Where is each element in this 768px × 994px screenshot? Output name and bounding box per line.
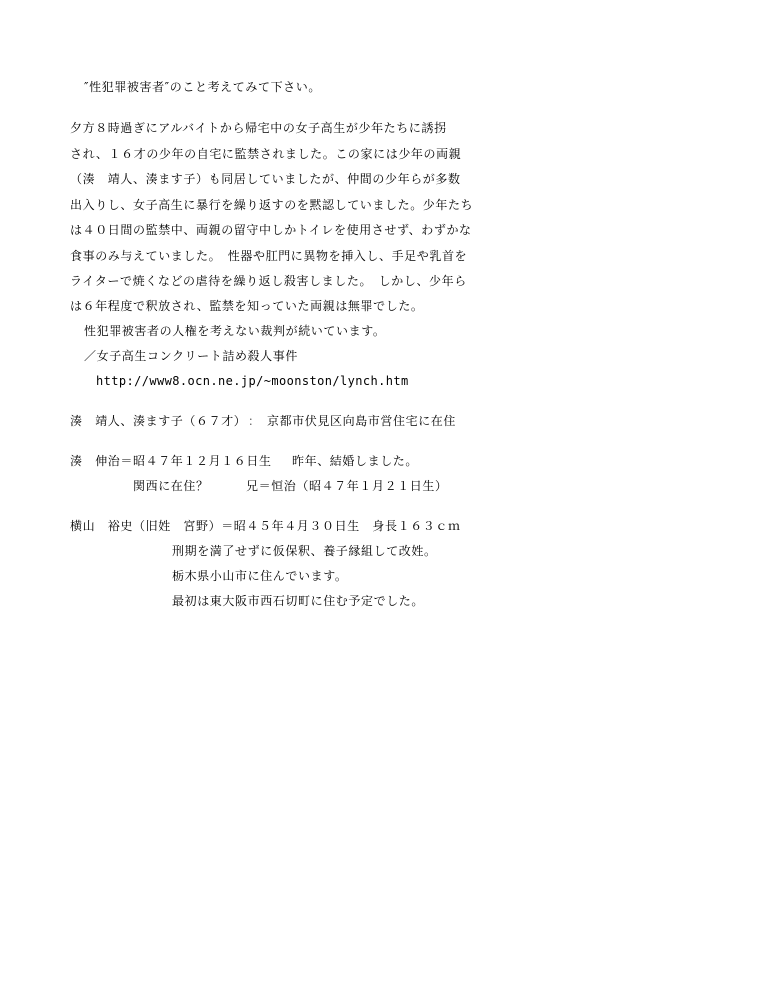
yokoyama-note: 最初は東大阪市西石切町に住む予定でした。: [172, 594, 425, 608]
yokoyama-note: 栃木県小山市に住んでいます。: [172, 569, 348, 583]
parents-location: 京都市伏見区向島市営住宅に在住: [267, 414, 457, 428]
document-heading: ″性犯罪被害者″のこと考えてみて下さい。: [84, 80, 321, 94]
paragraph-line: 夕方８時過ぎにアルバイトから帰宅中の女子高生が少年たちに誘拐: [70, 121, 447, 135]
yokoyama-note: 刑期を満了せずに仮保釈、養子縁組して改姓。: [172, 544, 437, 558]
parents-separator: ：: [248, 414, 261, 428]
paragraph-line: され、１６才の少年の自宅に監禁されました。この家には少年の両親: [70, 147, 462, 161]
parents-names: 湊 靖人、湊ます子（６７才）: [70, 414, 247, 428]
closing-line: 性犯罪被害者の人権を考えない裁判が続いています。: [84, 324, 386, 338]
paragraph-line: （湊 靖人、湊ます子）も同居していましたが、仲間の少年らが多数: [70, 172, 461, 186]
reference-title: ／女子高生コンクリート詰め殺人事件: [84, 349, 298, 363]
son-name-birth: 湊 伸治＝昭４７年１２月１６日生: [70, 454, 272, 468]
paragraph-line: は６年程度で釈放され、監禁を知っていた両親は無罪でした。: [70, 299, 424, 313]
paragraph-line: 出入りし、女子高生に暴行を繰り返すのを黙認していました。少年たち: [70, 198, 474, 212]
son-marriage-note: 昨年、結婚しました。: [292, 454, 419, 468]
brother-info: 兄＝恒治（昭４７年１月２１日生）: [246, 479, 448, 493]
son-residence: 関西に在住？: [133, 479, 209, 493]
yokoyama-header: 横山 裕史（旧姓 宮野）＝昭４５年４月３０日生 身長１６３ｃｍ: [70, 519, 461, 533]
reference-url: http://www8.ocn.ne.jp/~moonston/lynch.htm: [96, 374, 409, 388]
paragraph-line: 食事のみ与えていました。 性器や肛門に異物を挿入し、手足や乳首を: [70, 249, 468, 263]
paragraph-line: は４０日間の監禁中、両親の留守中しかトイレを使用させず、わずかな: [70, 223, 472, 237]
paragraph-line: ライターで焼くなどの虐待を繰り返し殺害しました。 しかし、少年ら: [70, 274, 467, 288]
